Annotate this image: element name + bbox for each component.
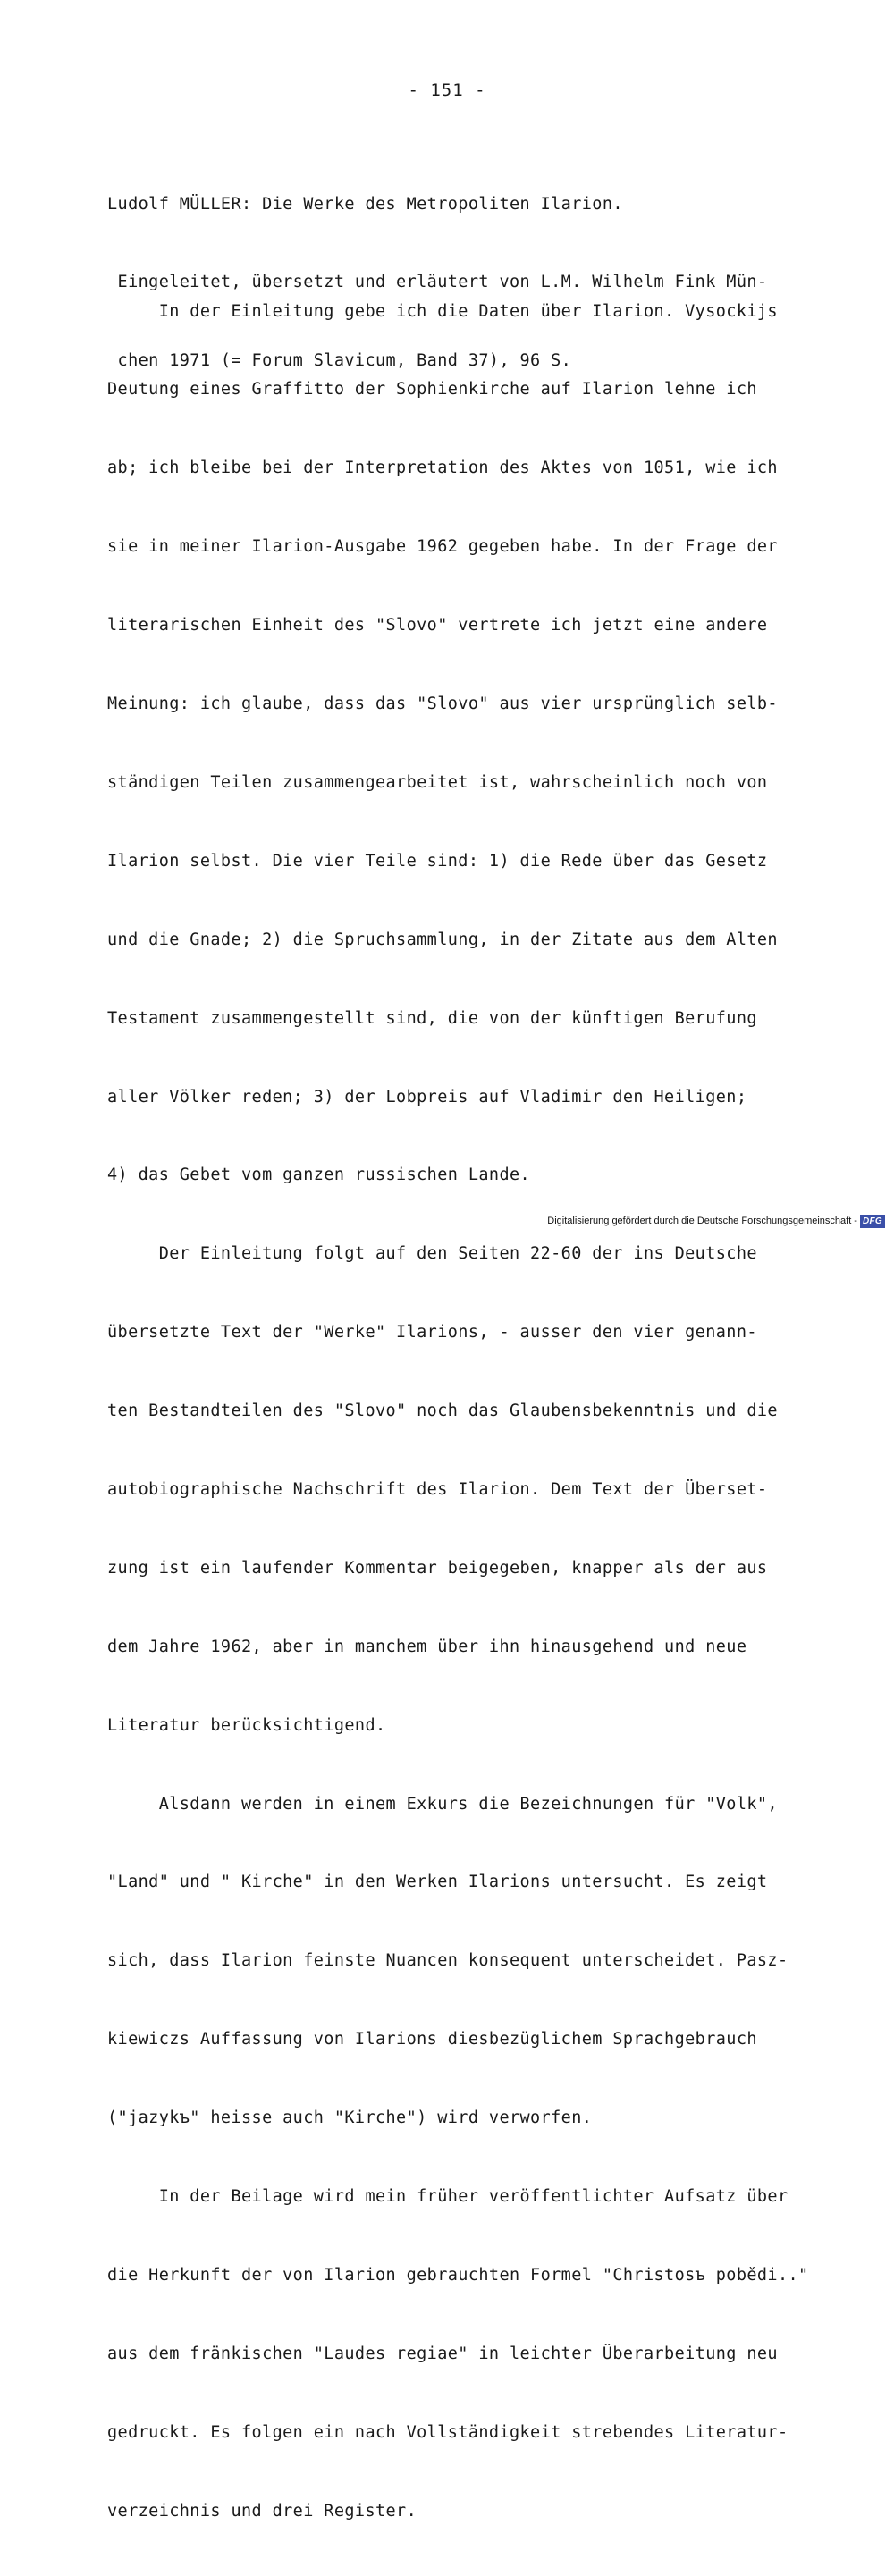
body-line: die Herkunft der von Ilarion gebrauchten Formel "Christosъ pobědi.." — [107, 2265, 809, 2285]
body-line: sie in meiner Ilarion-Ausgabe 1962 gegeben habe. In der Frage der — [107, 537, 778, 557]
body-line: literarischen Einheit des "Slovo" vertrete ich jetzt eine andere — [107, 616, 768, 636]
body-line: In der Beilage wird mein früher veröffentlichter Aufsatz über — [107, 2186, 789, 2206]
body-line: 4) das Gebet vom ganzen russischen Lande. — [107, 1166, 531, 1185]
body-line: gedruckt. Es folgen ein nach Vollständigkeit strebendes Literatur- — [107, 2422, 789, 2442]
body-line: zung ist ein laufender Kommentar beigegeben, knapper als der aus — [107, 1558, 768, 1578]
header-line: chen 1971 (= Forum Slavicum, Band 37), 96 S. — [107, 351, 572, 371]
body-line: Testament zusammengestellt sind, die von der künftigen Berufung — [107, 1008, 757, 1028]
body-line: Deutung eines Graffitto der Sophienkirche auf Ilarion lehne ich — [107, 380, 757, 400]
body-line: "Land" und " Kirche" in den Werken Ilarions untersucht. Es zeigt — [107, 1873, 768, 1892]
body-line: ten Bestandteilen des "Slovo" noch das Glaubensbekenntnis und die — [107, 1402, 778, 1421]
review-body — [107, 246, 822, 2576]
body-line: kiewiczs Auffassung von Ilarions diesbezüglichem Sprachgebrauch — [107, 2030, 757, 2050]
body-line: Ilarion selbst. Die vier Teile sind: 1) die Rede über das Gesetz — [107, 851, 768, 871]
body-line: autobiographische Nachschrift des Ilarion. Dem Text der Überset- — [107, 1479, 768, 1499]
body-line: dem Jahre 1962, aber in manchem über ihn hinausgehend und neue — [107, 1637, 747, 1656]
body-line: übersetzte Text der "Werke" Ilarions, - ausser den vier genann- — [107, 1323, 757, 1343]
body-line: sich, dass Ilarion feinste Nuancen konsequent unterscheidet. Pasz- — [107, 1951, 789, 1971]
body-line: aller Völker reden; 3) der Lobpreis auf Vladimir den Heiligen; — [107, 1087, 747, 1107]
body-line: Literatur berücksichtigend. — [107, 1715, 386, 1735]
dfg-logo: DFG — [860, 1215, 885, 1228]
body-line: In der Einleitung gebe ich die Daten über Ilarion. Vysockijs — [107, 301, 778, 321]
body-line: ("jazykъ" heisse auch "Kirche") wird verworfen. — [107, 2109, 593, 2128]
header-line: Ludolf MÜLLER: Die Werke des Metropoliten Ilarion. — [107, 194, 623, 214]
header-line: Eingeleitet, übersetzt und erläutert von L.M. Wilhelm Fink Mün- — [107, 273, 768, 292]
body-line: und die Gnade; 2) die Spruchsammlung, in der Zitate aus dem Alten — [107, 930, 778, 949]
digitization-footer — [547, 1213, 885, 1229]
body-line: ab; ich bleibe bei der Interpretation des Aktes von 1051, wie ich — [107, 459, 778, 478]
body-line: Meinung: ich glaube, dass das "Slovo" aus vier ursprünglich selb- — [107, 695, 778, 714]
footer-credit: Digitalisierung gefördert durch die Deutsche Forschungsgemeinschaft - — [547, 1216, 857, 1226]
body-line: Alsdann werden in einem Exkurs die Bezeichnungen für "Volk", — [107, 1794, 778, 1814]
body-line: aus dem fränkischen "Laudes regiae" in leichter Überarbeitung neu — [107, 2344, 778, 2363]
body-line: Der Einleitung folgt auf den Seiten 22-60 der ins Deutsche — [107, 1244, 757, 1264]
body-line: ständigen Teilen zusammengearbeitet ist, wahrscheinlich noch von — [107, 772, 768, 792]
page-number: - 151 - — [408, 80, 486, 100]
body-line: verzeichnis und drei Register. — [107, 2501, 417, 2521]
